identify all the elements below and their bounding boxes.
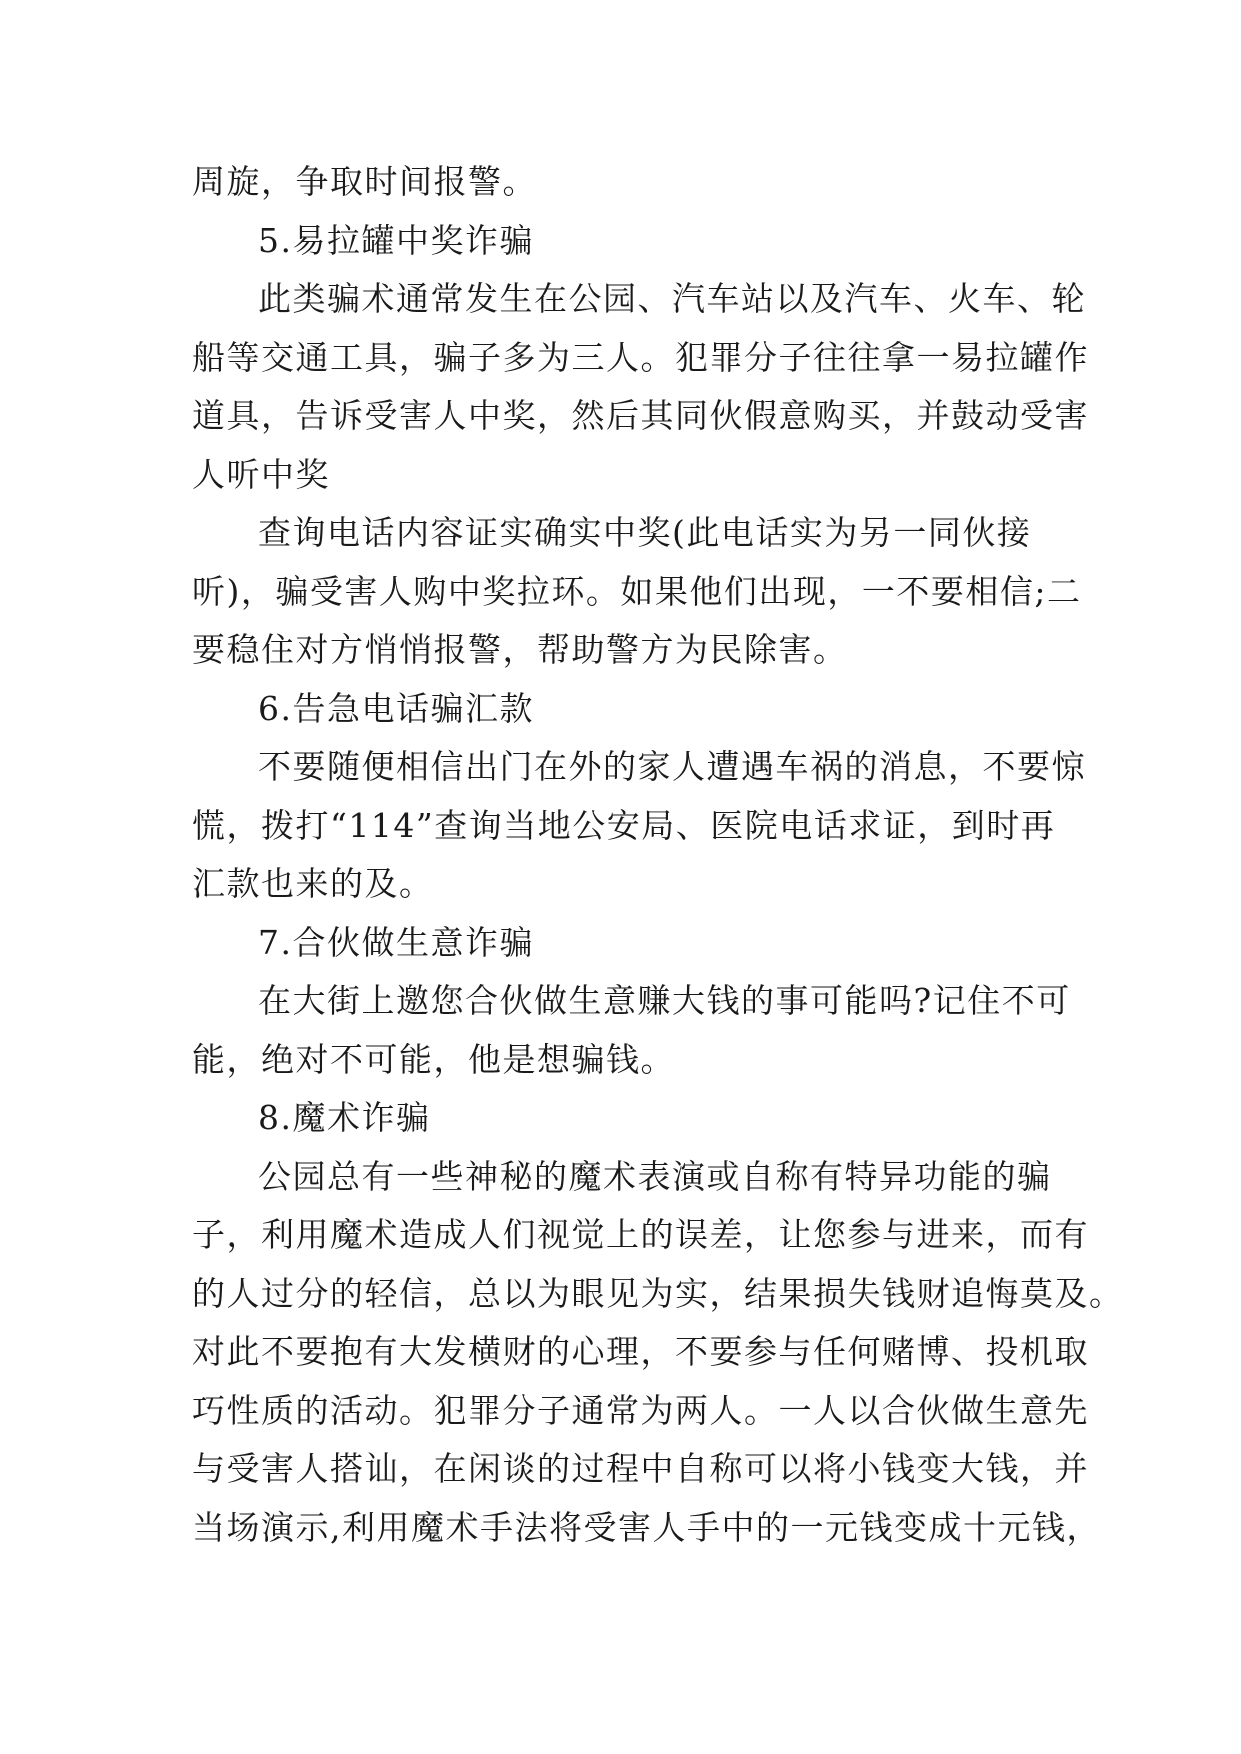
text-line: 对此不要抱有大发横财的心理，不要参与任何赌博、投机取 (192, 1332, 1089, 1371)
text-line: 的人过分的轻信，总以为眼见为实，结果损失钱财追悔莫及。 (192, 1273, 1124, 1313)
text-line: 当场演示,利用魔术手法将受害人手中的一元钱变成十元钱， (192, 1507, 1101, 1547)
text-line: 与受害人搭讪，在闲谈的过程中自称可以将小钱变大钱，并 (192, 1449, 1089, 1488)
section-heading-6: 6.告急电话骗汇款 (258, 688, 534, 728)
text-line: 公园总有一些神秘的魔术表演或自称有特异功能的骗 (258, 1156, 1052, 1196)
text-line: 能，绝对不可能，他是想骗钱。 (192, 1039, 675, 1079)
text-line: 人听中奖 (192, 454, 330, 494)
text-line: 此类骗术通常发生在公园、汽车站以及汽车、火车、轮 (258, 279, 1086, 318)
text-line: 不要随便相信出门在外的家人遭遇车祸的消息，不要惊 (258, 747, 1086, 786)
text-line: 道具，告诉受害人中奖，然后其同伙假意购买，并鼓动受害 (192, 396, 1089, 435)
section-heading-5: 5.易拉罐中奖诈骗 (258, 220, 534, 260)
text-line: 巧性质的活动。犯罪分子通常为两人。一人以合伙做生意先 (192, 1390, 1089, 1430)
text-line: 查询电话内容证实确实中奖(此电话实为另一同伙接 (258, 513, 1032, 552)
text-line: 慌，拨打“114”查询当地公安局、医院电话求证，到时再 (192, 805, 1056, 845)
document-body (192, 153, 1124, 1557)
text-line: 船等交通工具，骗子多为三人。犯罪分子往往拿一易拉罐作 (192, 337, 1089, 377)
text-line: 要稳住对方悄悄报警，帮助警方为民除害。 (192, 630, 848, 669)
section-heading-7: 7.合伙做生意诈骗 (258, 922, 534, 962)
text-line: 在大街上邀您合伙做生意赚大钱的事可能吗?记住不可 (258, 981, 1071, 1020)
text-line: 听)，骗受害人购中奖拉环。如果他们出现，一不要相信;二 (192, 571, 1082, 611)
text-line: 周旋，争取时间报警。 (192, 162, 537, 201)
section-heading-8: 8.魔术诈骗 (258, 1098, 431, 1137)
text-line: 汇款也来的及。 (192, 864, 434, 903)
text-line: 子，利用魔术造成人们视觉上的误差，让您参与进来，而有 (192, 1215, 1089, 1254)
